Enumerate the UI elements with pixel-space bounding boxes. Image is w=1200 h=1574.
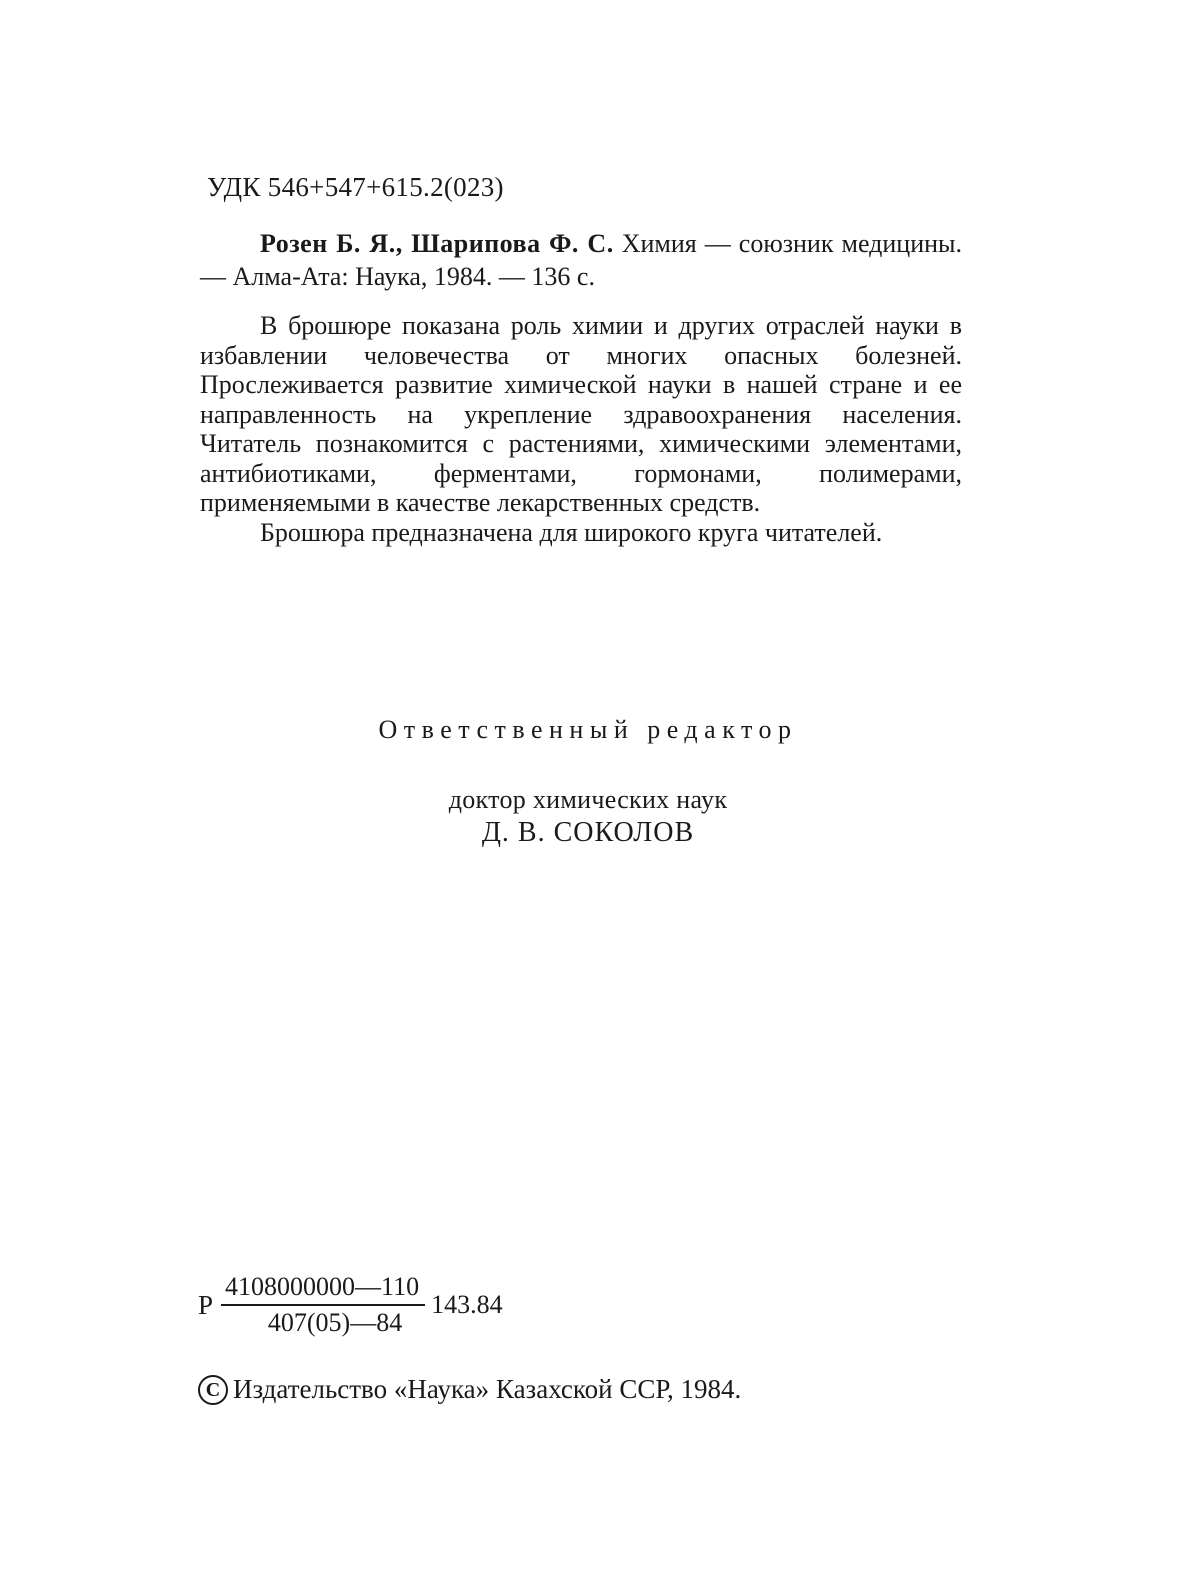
annotation-paragraph: В брошюре показана роль химии и других отраслей науки в избавлении человечества от многих опасных болезней. Прослеживается развитие химической науки в нашей стране и ее направленность на укрепление здравоохранения населения. Читатель познакомится с растениями, химическими элементами, антибиотиками, ферментами, гормонами, полимерами, применяемыми в качестве лекарственных средств.	[200, 311, 962, 517]
authors: Розен Б. Я., Шарипова Ф. С.	[260, 229, 614, 258]
index-fraction	[221, 1272, 425, 1338]
editor-block	[0, 715, 1176, 849]
editor-degree: доктор химических наук	[448, 785, 728, 814]
copyright-text: Издательство «Наука» Казахской ССР, 1984.	[233, 1374, 742, 1404]
bibliographic-record	[200, 227, 962, 293]
index-denominator: 407(05)—84	[267, 1308, 403, 1337]
bibliographic-description: Химия — союзник медицины. — Алма-Ата: Наука, 1984. — 136 с.	[200, 229, 962, 291]
copyright-icon: С	[198, 1375, 228, 1405]
editor-title: Ответственный редактор	[378, 715, 798, 744]
classification-index	[198, 1270, 503, 1340]
annotation	[200, 311, 962, 547]
index-numerator: 4108000000—110	[221, 1272, 425, 1306]
index-tail: 143.84	[431, 1290, 503, 1319]
udk-code: УДК 546+547+615.2(023)	[207, 172, 504, 202]
copyright-line	[198, 1374, 741, 1405]
editor-name: Д. В. СОКОЛОВ	[481, 817, 695, 848]
annotation-paragraph: Брошюра предназначена для широкого круга читателей.	[260, 517, 883, 547]
index-letter: Р	[198, 1289, 214, 1320]
